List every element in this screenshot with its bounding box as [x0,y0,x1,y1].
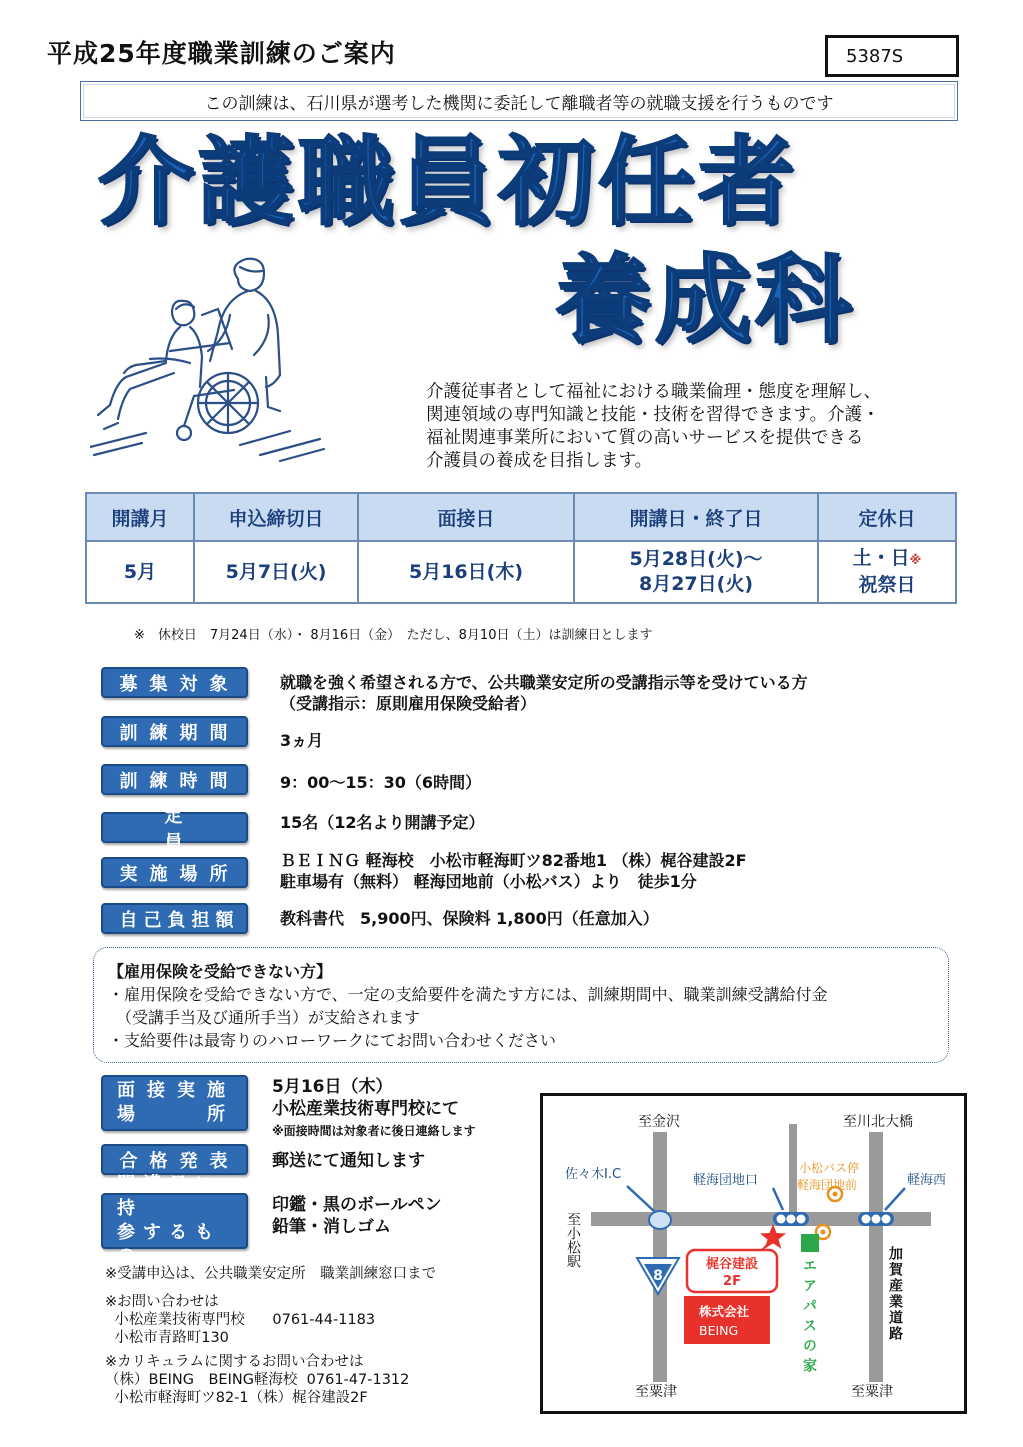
info-cost: 教科書代 5,900円、保険料 1,800円（任意加入） [280,909,659,928]
map-apasu: エアパスの家 [801,1258,817,1378]
map-bus-stop-name: 軽海団地前 [797,1178,858,1192]
insurance-box [93,947,949,1063]
road-center-vertical [789,1124,797,1212]
map-karumi-west: 軽海西 [907,1173,947,1188]
label-items [101,1174,248,1267]
map-route-number: 8 [653,1268,663,1284]
map-karumi-entrance: 軽海団地口 [693,1173,759,1188]
inquiry-contact [105,1293,375,1347]
header-holiday: 定休日 [818,493,956,541]
contact-line: 小松市軽海町ツ82-1（株）梶谷建設2F [105,1390,368,1406]
insurance-heading: 【雇用保険を受給できない方】 [108,962,333,981]
label-interview-line1: 面接実施 [117,1080,237,1101]
interview-place: 小松産業技術専門校にて [272,1099,459,1119]
sasaki-ic-icon [649,1211,671,1229]
info-line: （受講指示：原則雇用保険受給者） [280,694,537,713]
cell-deadline: 5月7日(火) [194,541,358,603]
contact-line: ※お問い合わせは [105,1294,219,1310]
cell-interview: 5月16日(木) [358,541,574,603]
map-to-awazu-right: 至粟津 [851,1384,893,1400]
insurance-line: （受講手当及び通所手当）が支給されます [108,1008,421,1027]
description-line: 関連領域の専門知識と技能・技術を習得できます。介護・ [426,405,880,425]
cell-period [574,541,818,603]
header-month: 開講月 [86,493,194,541]
contact-line: 小松産業技術専門校 0761-44-1183 [105,1312,376,1328]
map-to-komatsu-vertical [565,1212,582,1268]
intro-text: この訓練は、石川県が選考した機関に委託して離職者等の就職支援を行うものです [204,93,834,114]
map-kaga-road: 加賀産業道路 [887,1246,903,1342]
label-location: 実施場所 [101,857,248,888]
access-map [540,1093,967,1414]
info-period: 3ヵ月 [280,731,324,750]
location-star-icon [760,1224,786,1249]
contact-line: ※カリキュラムに関するお問い合わせは [105,1354,364,1370]
label-interview-line2: 場 所 [117,1104,237,1125]
cell-holiday [818,541,956,603]
cell-month: 5月 [86,541,194,603]
info-line: 就職を強く希望される方で、公共職業安定所の受講指示等を受けている方 [280,673,808,692]
schedule-table [85,492,957,604]
course-code: 5387S [846,45,904,67]
insurance-line: ・雇用保険を受給できない方で、一定の支給要件を満たす方には、訓練期間中、職業訓練受講給付金 [108,985,828,1004]
label-period: 訓練期間 [101,716,248,747]
wheelchair-illustration-icon [90,255,330,475]
info-line: ＢＥＩＮＧ 軽海校 小松市軽海町ツ82番地1 （株）梶谷建設2F [280,851,747,870]
interview-note: ※面接時間は対象者に後日連絡します [272,1124,476,1138]
contact-line: 小松市青路町130 [105,1330,229,1346]
description-line: 介護従事者として福祉における職業倫理・態度を理解し、 [426,382,881,402]
interview-info [272,1076,476,1142]
description-line: 介護員の養成を目指します。 [426,451,653,471]
table-row [86,541,956,603]
info-hours: 9：00～15：30（6時間） [280,773,482,792]
info-capacity: 15名（12名より開講予定） [280,813,485,832]
holiday-note: ※ 休校日 7月24日（水）・ 8月16日（金） ただし、8月10日（土）は訓練日とします [134,628,653,643]
label-result: 合格発表 [101,1144,248,1175]
label-cost: 自己負担額 [101,903,248,934]
map-sasaki-ic: 佐々木I.C [565,1167,622,1182]
insurance-line: ・支給要件は最寄りのハローワークにてお問い合わせください [108,1031,557,1050]
info-line: 駐車場有（無料） 軽海団地前（小松バス）より 徒歩1分 [280,872,697,891]
map-kajitani: 梶谷建設 [705,1257,759,1272]
period-end: 8月27日(火) [638,573,754,595]
map-to-kanazawa: 至金沢 [638,1114,680,1130]
intro-box [80,81,958,121]
header-period: 開講日・終了日 [574,493,818,541]
items-line: 鉛筆・消しゴム [272,1217,391,1237]
map-to-awazu-left: 至粟津 [635,1384,677,1400]
table-header-row [86,493,956,541]
label-items-line2: 参するもの [117,1222,221,1267]
label-capacity: 定員 [101,812,248,843]
holiday-national: 祝祭日 [858,574,916,596]
traffic-light-icon [773,1212,809,1226]
header-deadline: 申込締切日 [194,493,358,541]
map-company: 株式会社 [699,1304,750,1319]
label-target: 募集対象 [101,667,248,698]
course-title-line2: 養成科 [555,244,855,356]
result-info: 郵送にて通知します [272,1151,425,1171]
holiday-note-mark: ※ [909,553,922,567]
traffic-light-icon [858,1212,894,1226]
apasu-building-icon [801,1234,819,1252]
course-code-box [825,35,959,77]
apply-note: ※受講申込は、公共職業安定所 職業訓練窓口まで [105,1266,437,1282]
info-location [280,850,747,892]
holiday-weekend: 土・日 [852,547,910,569]
items-info [272,1194,442,1238]
contact-line: （株）BEING BEING軽海校 0761-47-1312 [105,1372,410,1388]
label-items-line1: 開講日に持 [117,1174,221,1219]
period-start: 5月28日(火)～ [629,548,763,570]
description-line: 福祉関連事業所において質の高いサービスを提供できる [426,428,864,448]
label-interview-place [101,1075,248,1131]
interview-date: 5月16日（木） [272,1077,393,1097]
course-title-line1: 介護職員初任者 [98,126,798,238]
label-hours: 訓練時間 [101,764,248,795]
map-kajitani-floor: 2F [723,1274,741,1289]
map-company-name: BEING [699,1323,739,1338]
map-bus-stop: 小松バス停 [799,1161,860,1175]
page-title: 平成25年度職業訓練のご案内 [47,39,396,68]
header-interview: 面接日 [358,493,574,541]
info-target [280,672,808,714]
road-right-vertical [869,1132,883,1382]
curriculum-contact [105,1353,409,1407]
map-to-komatsu: 至小松駅 [565,1212,581,1268]
map-to-kawakita: 至川北大橋 [843,1114,913,1130]
items-line: 印鑑・黒のボールペン [272,1195,442,1215]
course-description [426,381,946,473]
